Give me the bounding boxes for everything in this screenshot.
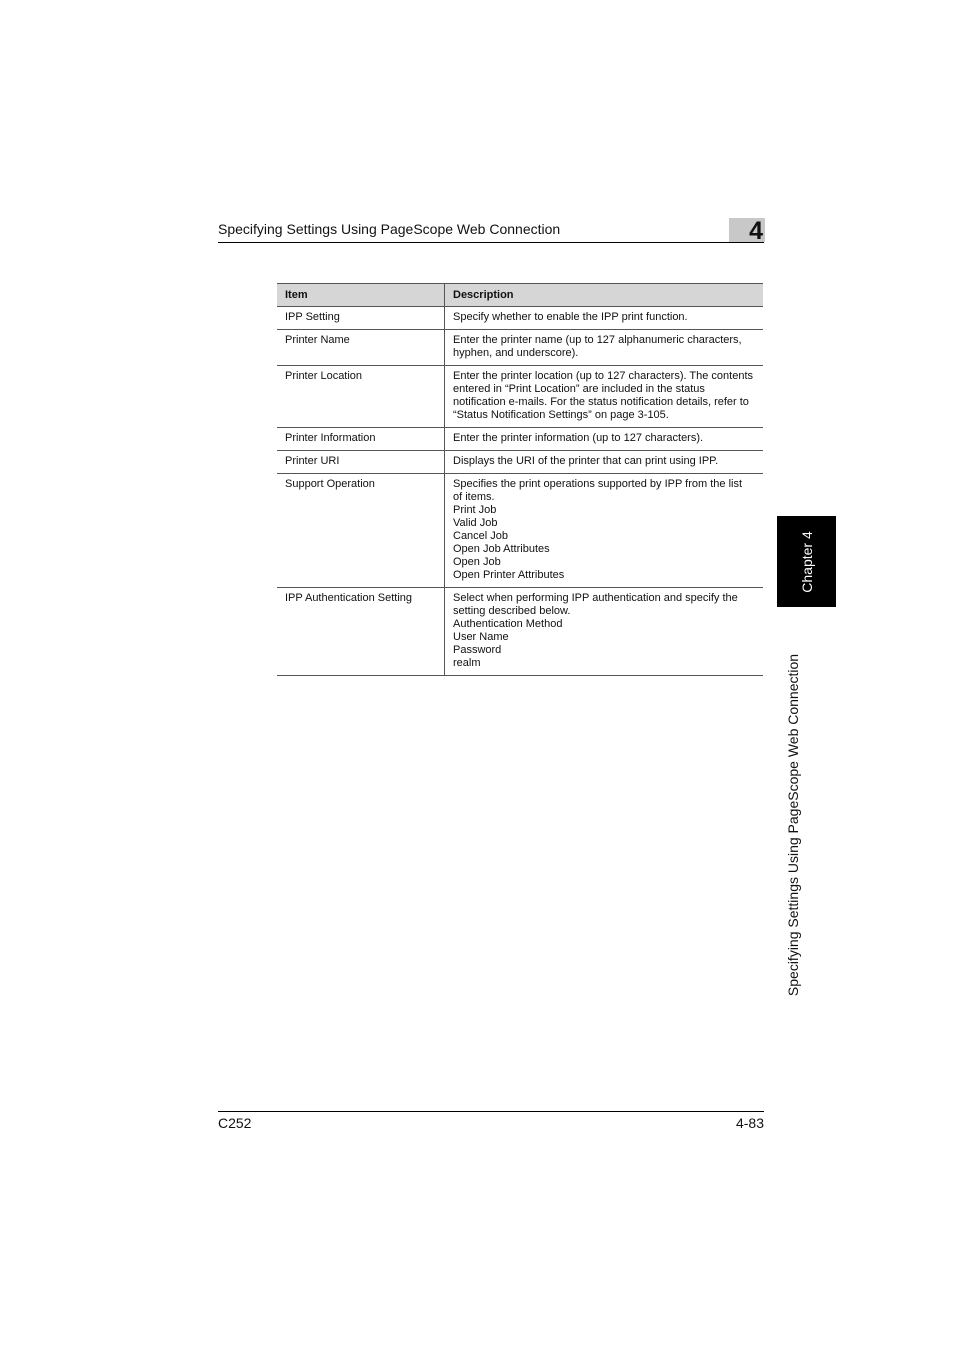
page-header: [218, 220, 764, 243]
footer-model: C252: [218, 1115, 252, 1131]
column-header-item: Item: [277, 284, 445, 307]
description-cell: [445, 307, 764, 330]
description-line: Open Printer Attributes: [453, 569, 565, 581]
description-line: notification e-mails. For the status notification details, refer to: [453, 396, 749, 408]
page-footer: [218, 1111, 764, 1132]
item-cell: Printer URI: [277, 451, 445, 474]
description-line: Cancel Job: [453, 530, 509, 542]
description-line: Enter the printer name (up to 127 alphanumeric characters,: [453, 334, 742, 346]
header-title: Specifying Settings Using PageScope Web Connection: [218, 221, 561, 237]
description-line: of items.: [453, 491, 495, 503]
description-cell: [445, 474, 764, 588]
description-line: Open Job: [453, 556, 501, 568]
chapter-side-tab[interactable]: [777, 516, 836, 607]
side-chapter-title: Specifying Settings Using PageScope Web Connection: [785, 653, 801, 997]
description-cell: [445, 588, 764, 676]
table-header-row: [277, 284, 763, 307]
description-line: entered in “Print Location” are included in the status: [453, 383, 705, 395]
item-cell: IPP Authentication Setting: [277, 588, 445, 676]
table-row: [277, 451, 763, 474]
description-line: hyphen, and underscore).: [453, 347, 579, 359]
description-line: Valid Job: [453, 517, 498, 529]
description-cell: [445, 451, 764, 474]
chapter-tab-label: Chapter 4: [798, 530, 815, 593]
description-line: Select when performing IPP authentication and specify the: [453, 592, 738, 604]
item-cell: Printer Information: [277, 428, 445, 451]
description-line: User Name: [453, 631, 509, 643]
description-line: Specify whether to enable the IPP print function.: [453, 311, 688, 323]
description-line: realm: [453, 657, 481, 669]
item-cell: Printer Location: [277, 366, 445, 428]
description-line: Enter the printer location (up to 127 characters). The contents: [453, 370, 754, 382]
footer-page-number: 4-83: [735, 1115, 764, 1131]
table-row: [277, 588, 763, 676]
table-row: [277, 307, 763, 330]
table-body: [277, 307, 763, 676]
table-row: [277, 366, 763, 428]
description-line: Displays the URI of the printer that can print using IPP.: [453, 455, 719, 467]
chapter-number-box: [729, 217, 765, 245]
description-line: “Status Notification Settings” on page 3-105.: [453, 409, 669, 421]
description-line: Enter the printer information (up to 127 characters).: [453, 432, 704, 444]
description-line: Print Job: [453, 504, 497, 516]
item-cell: Support Operation: [277, 474, 445, 588]
description-cell: [445, 330, 764, 366]
description-line: Password: [453, 644, 502, 656]
table-row: [277, 428, 763, 451]
description-line: setting described below.: [453, 605, 571, 617]
item-cell: Printer Name: [277, 330, 445, 366]
column-header-description: Description: [445, 284, 764, 307]
table-row: [277, 474, 763, 588]
table-row: [277, 330, 763, 366]
settings-table: [277, 283, 763, 676]
description-line: Authentication Method: [453, 618, 563, 630]
description-line: Specifies the print operations supported by IPP from the list: [453, 478, 743, 490]
description-line: Open Job Attributes: [453, 543, 550, 555]
item-cell: IPP Setting: [277, 307, 445, 330]
description-cell: [445, 366, 764, 428]
description-cell: [445, 428, 764, 451]
chapter-number: 4: [749, 217, 763, 245]
